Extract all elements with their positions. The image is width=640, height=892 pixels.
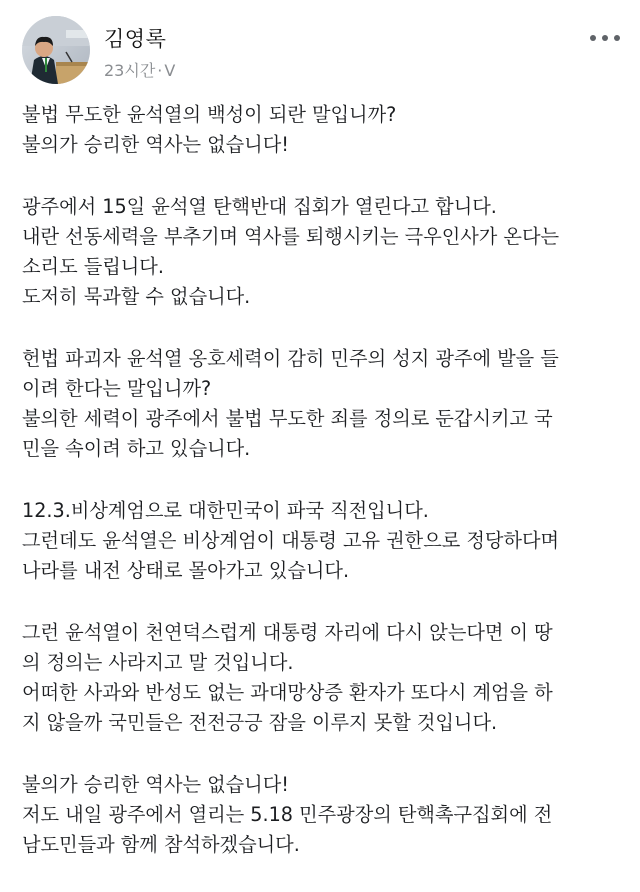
post-meta	[104, 58, 175, 81]
more-options-icon[interactable]	[588, 28, 622, 48]
text-line: 나라를 내전 상태로 몰아가고 있습니다.	[22, 559, 350, 582]
text-line: 불의가 승리한 역사는 없습니다!	[22, 773, 289, 796]
more-dot	[614, 35, 620, 41]
text-line: 헌법 파괴자 윤석열 옹호세력이 감히 민주의 성지 광주에 발을 들	[22, 347, 559, 370]
text-line: 불의한 세력이 광주에서 불법 무도한 죄를 정의로 둔갑시키고 국	[22, 407, 553, 430]
text-line: 저도 내일 광주에서 열리는 5.18 민주광장의 탄핵촉구집회에 전	[22, 803, 553, 826]
paragraph	[22, 770, 628, 860]
text-line: 12.3.비상계엄으로 대한민국이 파국 직전입니다.	[22, 499, 429, 522]
text-line: 그런 윤석열이 천연덕스럽게 대통령 자리에 다시 앉는다면 이 땅	[22, 621, 553, 644]
more-dot	[602, 35, 608, 41]
meta-separator: ·	[157, 61, 163, 80]
post-text	[22, 100, 628, 892]
author-name[interactable]: 김영록	[104, 27, 167, 51]
more-dot	[590, 35, 596, 41]
text-line: 어떠한 사과와 반성도 없는 과대망상증 환자가 또다시 계엄을 하	[22, 681, 553, 704]
text-line: 이려 한다는 말입니까?	[22, 377, 212, 400]
paragraph	[22, 192, 628, 312]
paragraph	[22, 618, 628, 738]
text-line: 광주에서 15일 윤석열 탄핵반대 집회가 열린다고 합니다.	[22, 195, 497, 218]
text-line: 도저히 묵과할 수 없습니다.	[22, 285, 251, 308]
text-line: 지 않을까 국민들은 전전긍긍 잠을 이루지 못할 것입니다.	[22, 711, 498, 734]
text-line: 남도민들과 함께 참석하겠습니다.	[22, 833, 300, 856]
text-line: 소리도 들립니다.	[22, 255, 164, 278]
text-line: 민을 속이려 하고 있습니다.	[22, 437, 251, 460]
author-photo	[22, 16, 90, 84]
text-line: 의 정의는 사라지고 말 것입니다.	[22, 651, 294, 674]
audience-icon[interactable]: V	[164, 61, 176, 80]
post-header	[22, 16, 622, 86]
post-time[interactable]: 23시간	[104, 61, 156, 80]
text-line: 불법 무도한 윤석열의 백성이 되란 말입니까?	[22, 103, 397, 126]
paragraph	[22, 100, 628, 160]
author-avatar[interactable]	[22, 16, 90, 84]
paragraph	[22, 344, 628, 464]
paragraph	[22, 496, 628, 586]
text-line: 그런데도 윤석열은 비상계엄이 대통령 고유 권한으로 정당하다며	[22, 529, 560, 552]
text-line: 내란 선동세력을 부추기며 역사를 퇴행시키는 극우인사가 온다는	[22, 225, 560, 248]
text-line: 불의가 승리한 역사는 없습니다!	[22, 133, 289, 156]
